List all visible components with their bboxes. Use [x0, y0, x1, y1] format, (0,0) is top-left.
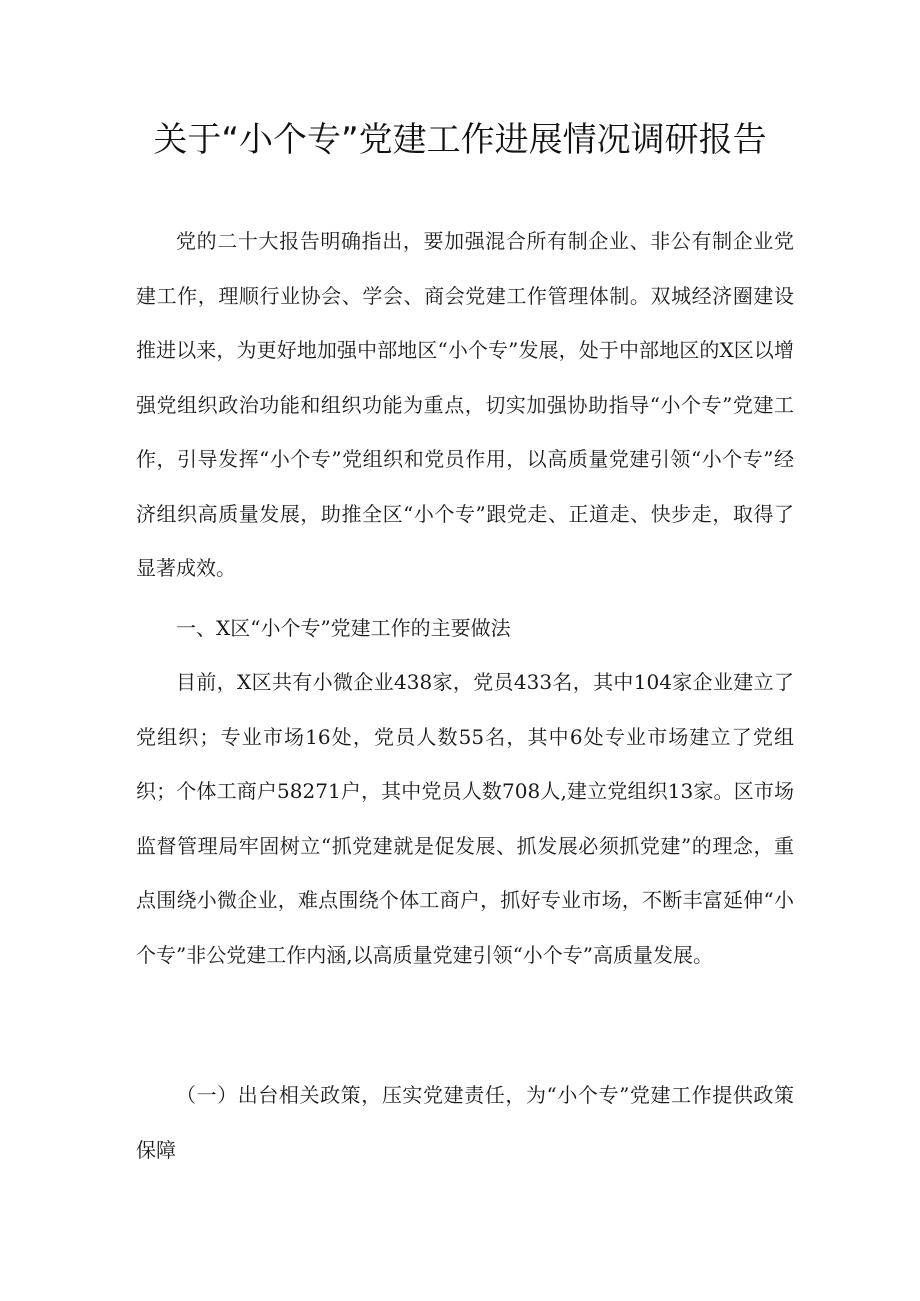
intro-paragraph: 党的二十大报告明确指出，要加强混合所有制企业、非公有制企业党建工作，理顺行业协会、学会、商会党建工作管理体制。双城经济圈建设推进以来，为更好地加强中部地区“小个专”发展，处于中部地区的X区以增强党组织政治功能和组织功能为重点，切实加强协助指导“小个专”党建工作，引导发挥“小个专”党组织和党员作用，以高质量党建引领“小个专”经济组织高质量发展，助推全区“小个专”跟党走、正道走、快步走，取得了显著成效。	[136, 229, 794, 580]
document-title: 关于“小个专”党建工作进展情况调研报告	[153, 120, 767, 160]
section-heading-1: 一、X区“小个专”党建工作的主要做法	[176, 616, 511, 640]
subsection-heading-1: （一）出台相关政策，压实党建责任，为“小个专”党建工作提供政策保障	[136, 1083, 794, 1162]
body-paragraph-2: 目前，X区共有小微企业438家，党员433名，其中104家企业建立了党组织；专业市场16处，党员人数55名，其中6处专业市场建立了党组织；个体工商户58271户，其中党员人数708人,建立党组织13家。区市场监督管理局牢固树立“抓党建就是促发展、抓发展必须抓党建”的理念，重点围绕小微企业，难点围绕个体工商户，抓好专业市场，不断丰富延伸“小个专”非公党建工作内涵,以高质量党建引领“小个专”高质量发展。	[136, 670, 794, 967]
